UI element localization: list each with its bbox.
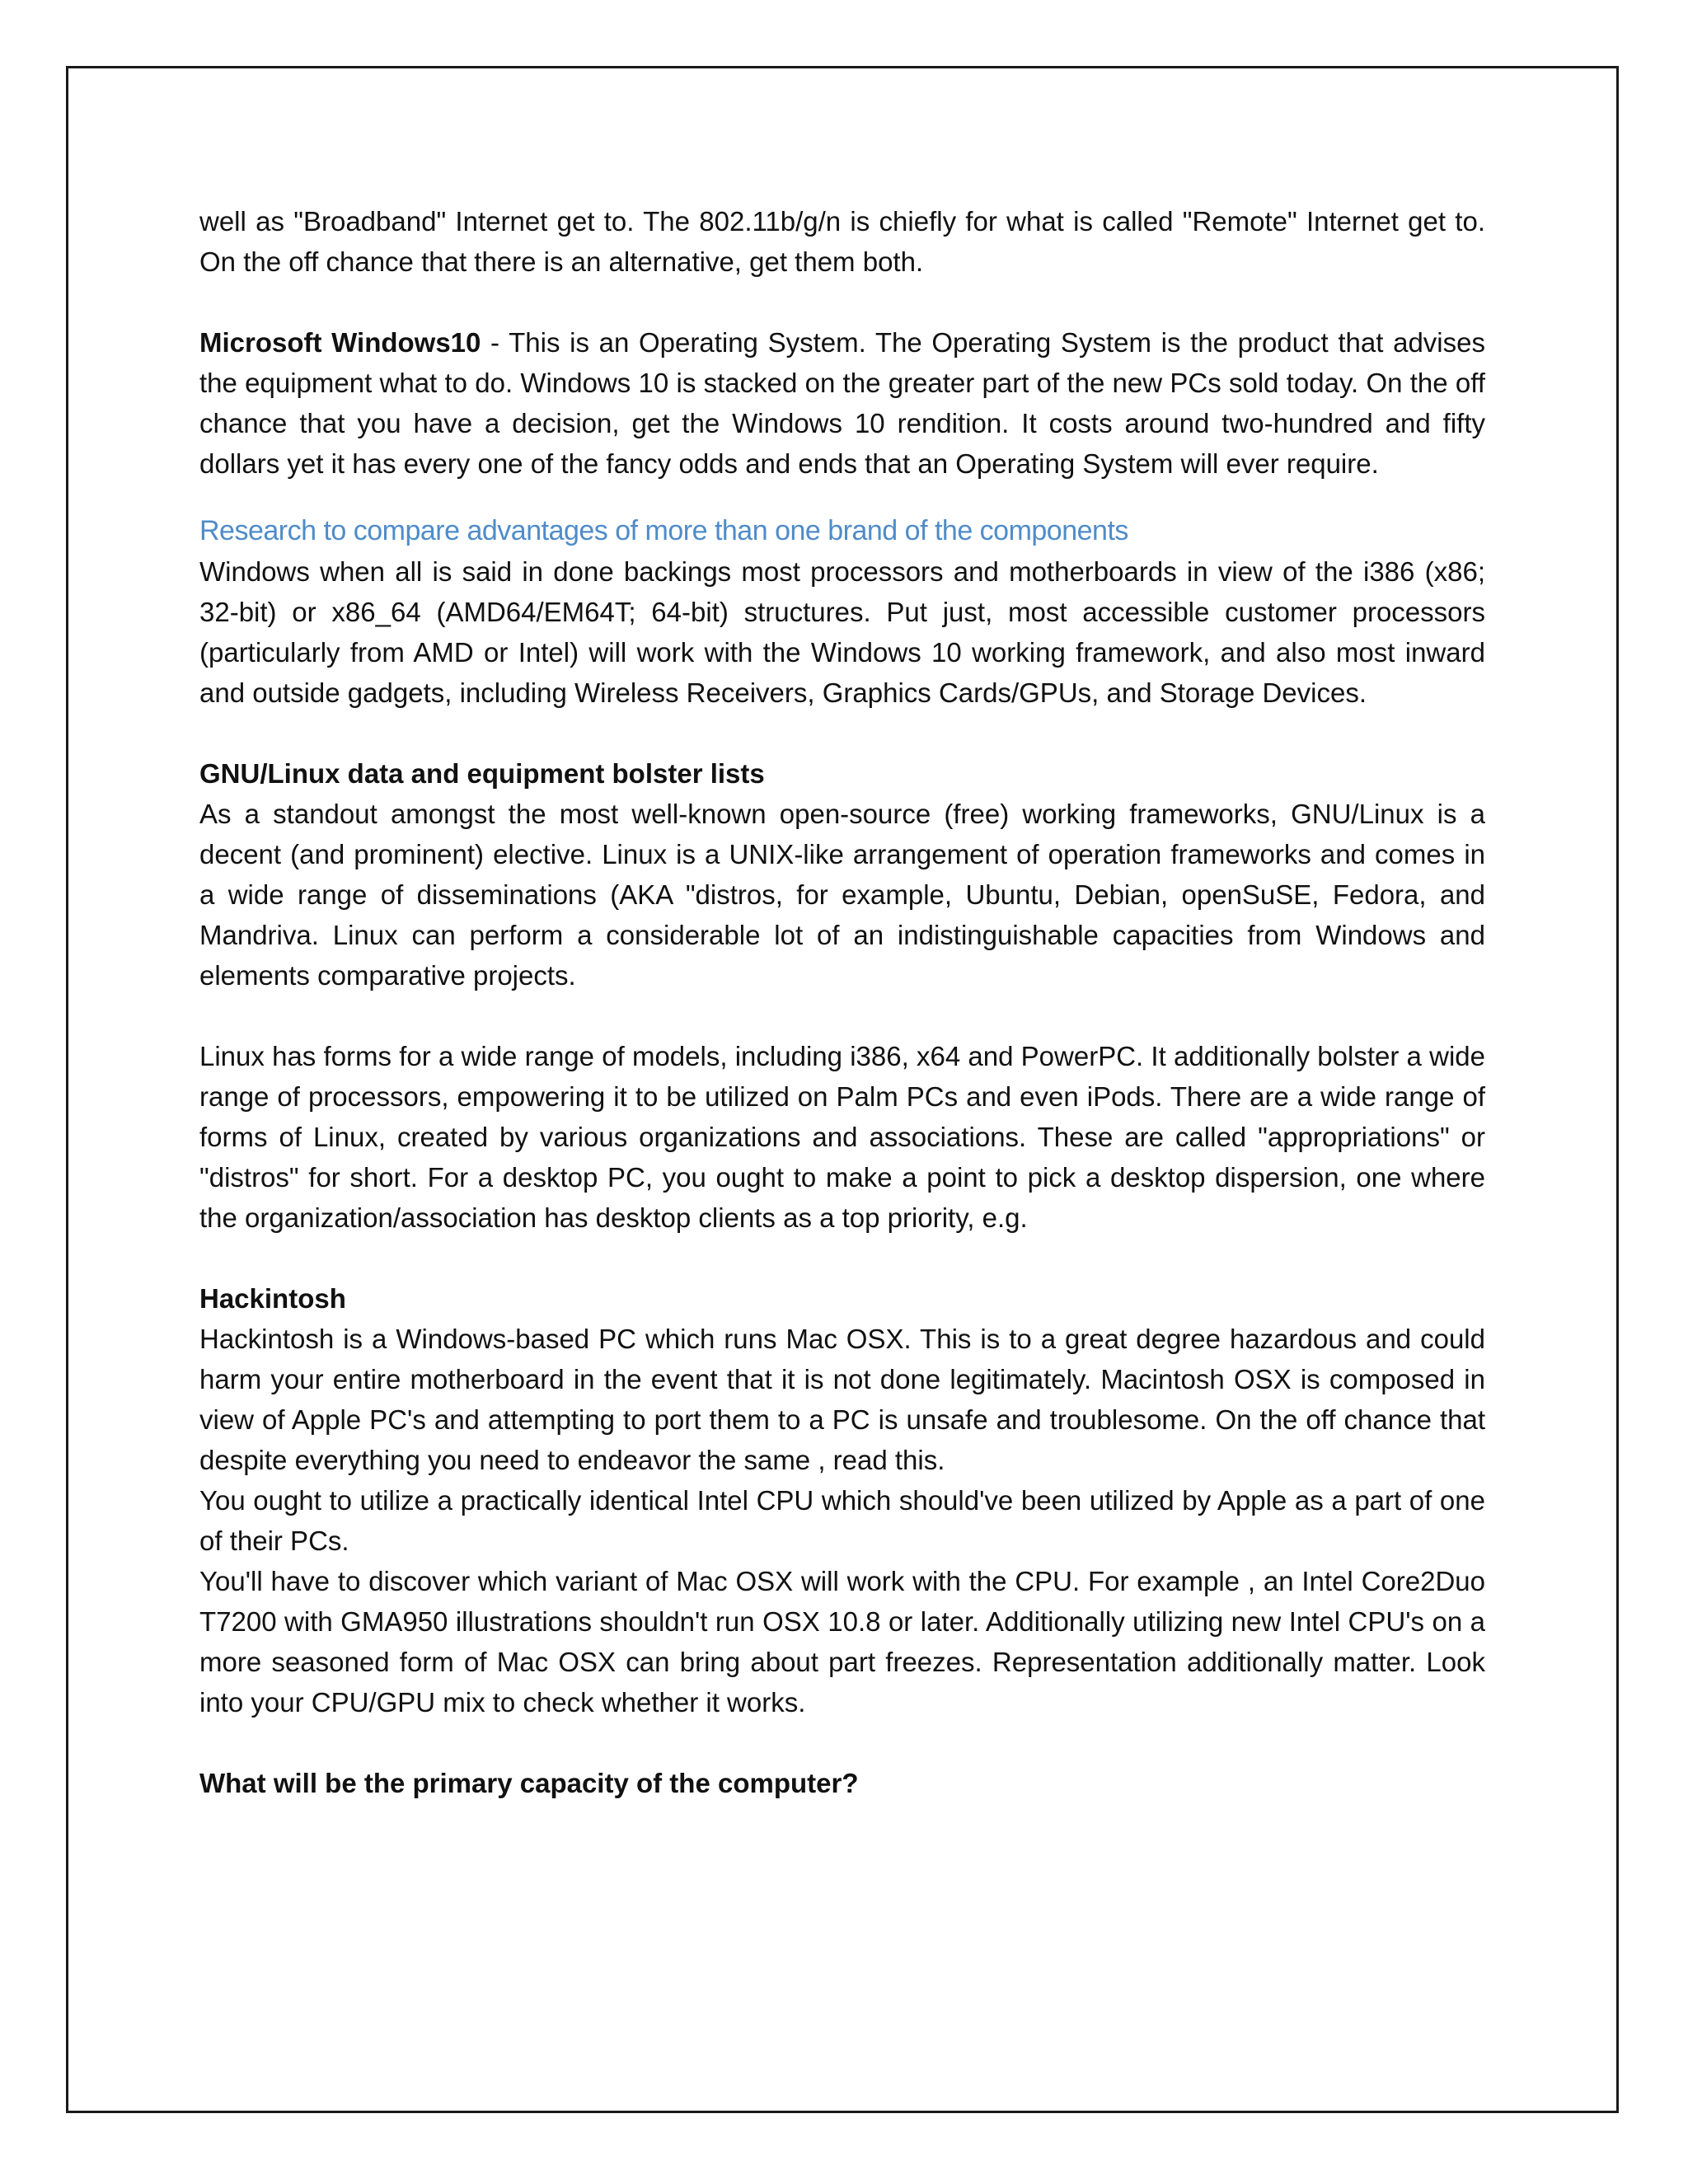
paragraph-windows	[199, 322, 1485, 484]
paragraph-linux-1: As a standout amongst the most well-known open-source (free) working frameworks, GNU/Linux is a decent (and prominent) elective. Linux is a UNIX-like arrangement of operation frameworks and comes in a wide range of disseminations (AKA "distros, for example, Ubuntu, Debian, openSuSE, Fedora, and Mandriva. Linux can perform a considerable lot of an indistinguishable capacities from Windows and elements comparative projects.	[199, 799, 1485, 991]
heading-final-question: What will be the primary capacity of the computer?	[199, 1768, 859, 1798]
heading-linux: GNU/Linux data and equipment bolster lists	[199, 758, 765, 789]
paragraph-hackintosh-2: You ought to utilize a practically identical Intel CPU which should've been utilized by Apple as a part of one of their PCs.	[199, 1485, 1485, 1556]
spacer	[199, 996, 1485, 1036]
spacer	[199, 1238, 1485, 1278]
paragraph-hackintosh-3: You'll have to discover which variant of Mac OSX will work with the CPU. For example , an Intel Core2Duo T7200 with GMA950 illustrations shouldn't run OSX 10.8 or later. Additionally utilizing new Intel CPU's on a more seasoned form of Mac OSX can bring about part freezes. Representation additionally matter. Look into your CPU/GPU mix to check whether it works.	[199, 1566, 1485, 1718]
spacer	[199, 713, 1485, 753]
paragraph-hackintosh-1: Hackintosh is a Windows-based PC which runs Mac OSX. This is to a great degree hazardous and could harm your entire motherboard in the event that it is not done legitimately. Macintosh OSX is composed in view of Apple PC's and attempting to port them to a PC is unsafe and troublesome. On the off chance that despite everything you need to endeavor the same , read this.	[199, 1324, 1485, 1475]
heading-hackintosh: Hackintosh	[199, 1283, 346, 1314]
paragraph-linux-2: Linux has forms for a wide range of models, including i386, x64 and PowerPC. It additionally bolster a wide range of processors, empowering it to be utilized on Palm PCs and even iPods. There are a wide range of forms of Linux, created by various organizations and associations. These are called "appropriations" or "distros" for short. For a desktop PC, you ought to make a point to pick a desktop dispersion, one where the organization/association has desktop clients as a top priority, e.g.	[199, 1041, 1485, 1233]
paragraph-intro: well as "Broadband" Internet get to. The 802.11b/g/n is chiefly for what is called "Remote" Internet get to. On the off chance that there is an alternative, get them both.	[199, 206, 1485, 277]
heading-research: Research to compare advantages of more than one brand of the components	[199, 515, 1128, 546]
windows-description: - This is an Operating System. The Operating System is the product that advises the equipment what to do. Windows 10 is stacked on the greater part of the new PCs sold today. On the off chance that you have a decision, get the Windows 10 rendition. It costs around two-hundred and fifty dollars yet it has every one of the fancy odds and ends that an Operating System will ever require.	[199, 327, 1485, 479]
paragraph-research: Windows when all is said in done backings most processors and motherboards in view of the i386 (x86; 32-bit) or x86_64 (AMD64/EM64T; 64-bit) structures. Put just, most accessible customer processors (particularly from AMD or Intel) will work with the Windows 10 working framework, and also most inward and outside gadgets, including Wireless Receivers, Graphics Cards/GPUs, and Storage Devices.	[199, 556, 1485, 708]
spacer	[199, 484, 1485, 511]
term-windows10: Microsoft Windows10	[199, 327, 481, 358]
document-body	[199, 201, 1485, 1803]
spacer	[199, 282, 1485, 322]
spacer	[199, 1722, 1485, 1763]
